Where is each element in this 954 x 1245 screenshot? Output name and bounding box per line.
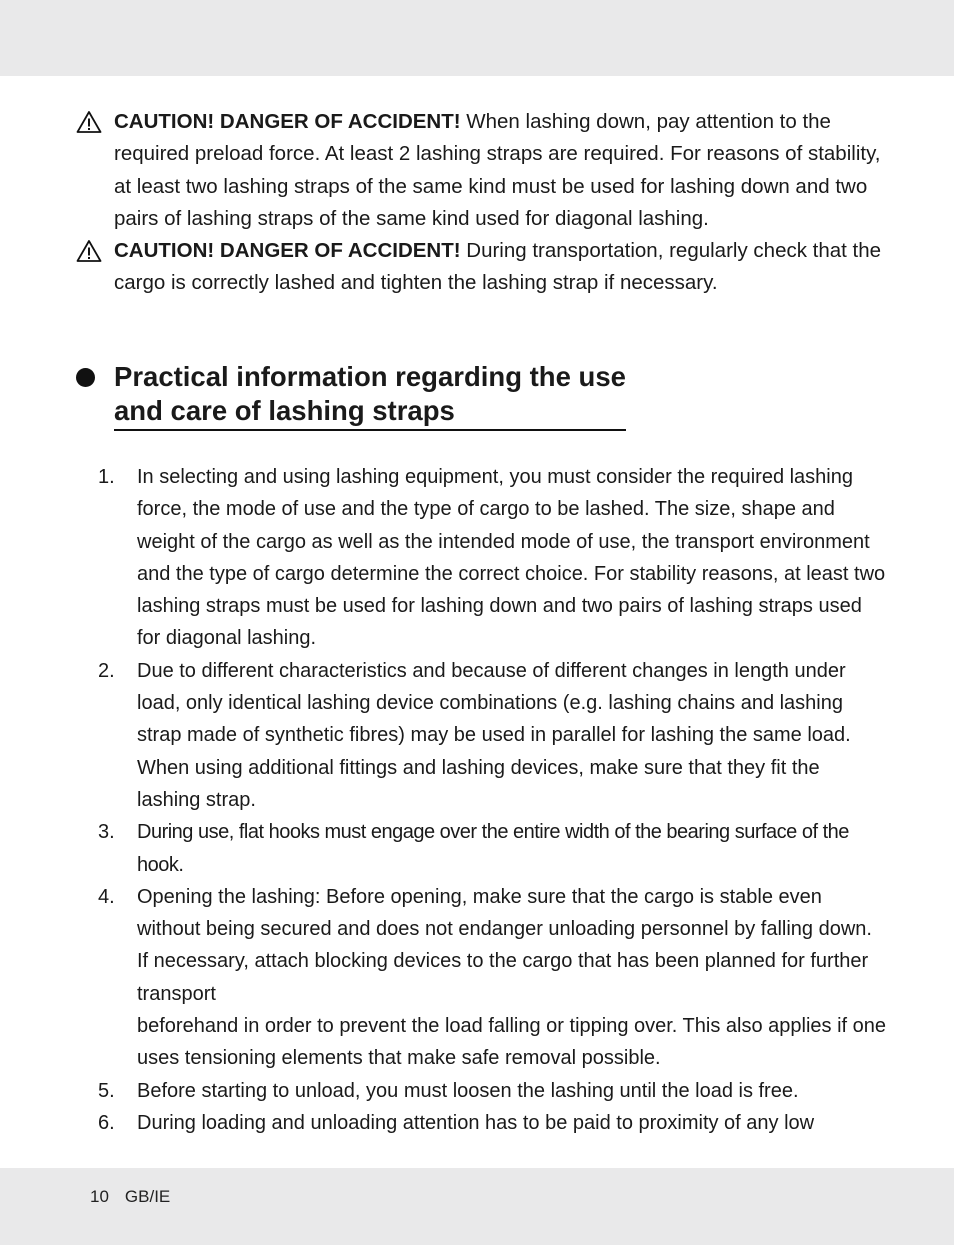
item-text: During loading and unloading attention has to be paid to proximity of any low <box>137 1111 815 1134</box>
warning-triangle-icon <box>76 110 102 134</box>
item-text: In selecting and using lashing equipment, you must consider the required lashing force, the mode of use and the type of cargo to be lashed. The size, shape and weight of the cargo as well as the intended mode of use, the transport environment and the type of cargo determine the correct choice. For stability reasons, at least two lashing straps must be used for lashing down and two pairs of lashing straps used for diagonal lashing. <box>137 466 886 650</box>
warning-triangle-icon <box>76 239 102 263</box>
bullet-dot-icon <box>76 368 95 387</box>
caution-text: During transportation, regularly check that the cargo is correctly lashed and tighten the lashing strap if necessary. <box>114 239 882 295</box>
list-item <box>98 816 888 881</box>
caution-notice-2 <box>76 235 884 300</box>
list-item <box>98 881 888 1075</box>
item-number: 2. <box>98 659 115 682</box>
item-number: 6. <box>98 1111 115 1134</box>
section-heading <box>76 360 776 431</box>
caution-label: CAUTION! DANGER OF ACCIDENT! <box>114 110 461 133</box>
item-text: Before starting to unload, you must loosen the lashing until the load is free. <box>137 1079 799 1102</box>
item-text: Opening the lashing: Before opening, make sure that the cargo is stable even without being secured and does not endanger unloading personnel by falling down. If necessary, attach blocking devices to the cargo that has been planned for further transport <box>137 885 872 1005</box>
item-text: Due to different characteristics and because of different changes in length under load, only identical lashing device combinations (e.g. lashing chains and lashing strap made of synthetic fibres) may be used in parallel for lashing the same load. When using additional fittings and lashing devices, make sure that they fit the lashing strap. <box>137 659 851 811</box>
item-text: During use, flat hooks must engage over the entire width of the bearing surface of the hook. <box>137 821 849 876</box>
item-number: 3. <box>98 821 115 844</box>
item-number: 1. <box>98 466 115 488</box>
item-number: 5. <box>98 1079 115 1102</box>
page-number: 10 <box>90 1187 109 1206</box>
section-title: Practical information regarding the use and care of lashing straps <box>114 360 626 431</box>
list-item <box>98 461 888 655</box>
header-band <box>0 0 954 76</box>
instructions-list <box>98 461 888 1139</box>
list-item <box>98 1107 888 1139</box>
list-item <box>98 655 888 816</box>
item-text-continued: beforehand in order to prevent the load falling or tipping over. This also applies if one uses tensioning elements that make safe removal possible. <box>137 1015 887 1070</box>
caution-label: CAUTION! DANGER OF ACCIDENT! <box>114 239 461 262</box>
caution-notice-1 <box>76 106 884 235</box>
list-item <box>98 1075 888 1107</box>
item-number: 4. <box>98 885 115 908</box>
language-code: GB/IE <box>124 1187 171 1206</box>
caution-text: When lashing down, pay attention to the required preload force. At least 2 lashing straps are required. For reasons of stability, at least two lashing straps of the same kind must be used for lashing down and two pairs of lashing straps of the same kind used for diagonal lashing. <box>114 110 881 230</box>
page-footer <box>90 1187 186 1207</box>
